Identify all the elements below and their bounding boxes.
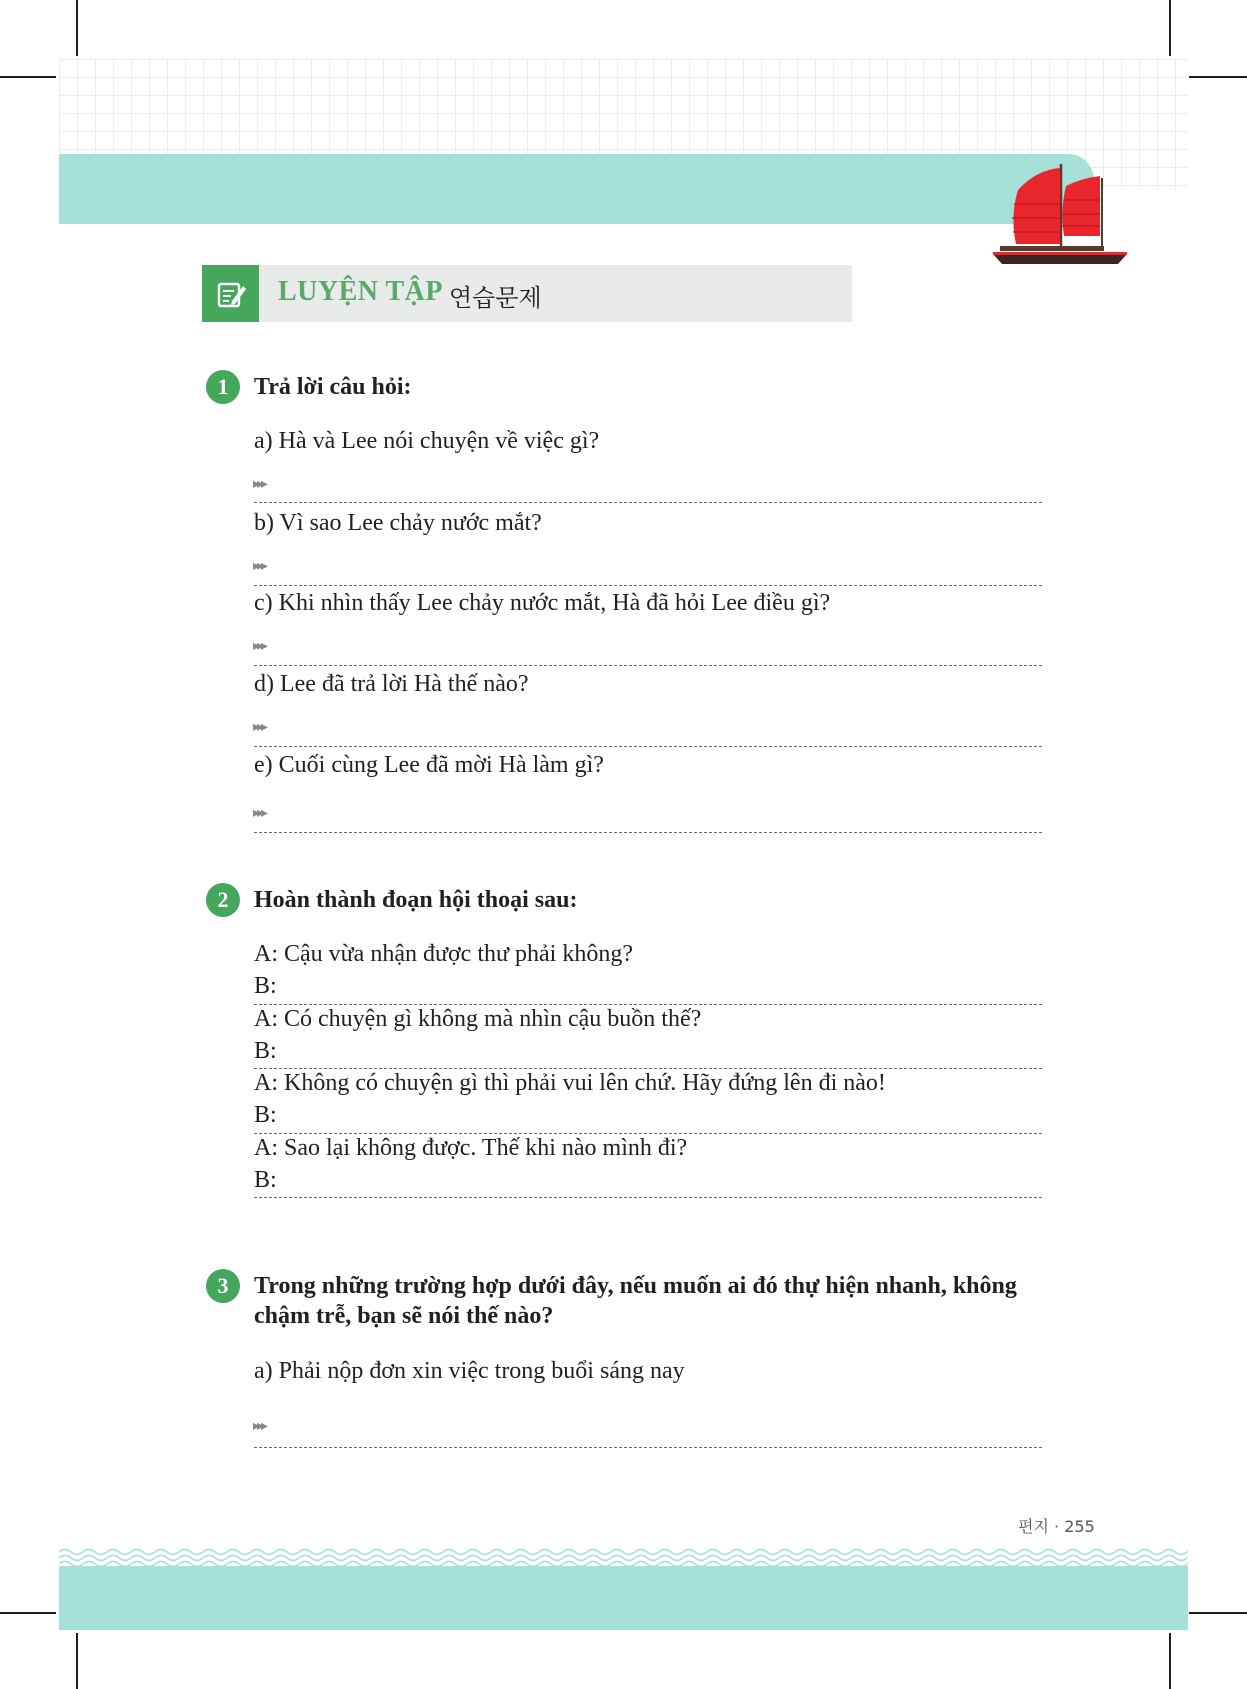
answer-marker-icon: ▸▸▸ [253, 558, 266, 574]
exercise-3-title-line2: chậm trễ, bạn sẽ nói thế nào? [254, 1303, 554, 1329]
header-band [59, 154, 1094, 224]
crop-mark [1189, 76, 1247, 78]
answer-line[interactable] [254, 585, 1042, 586]
dialogue-line: B: [254, 973, 277, 999]
junk-boat-icon [990, 160, 1130, 272]
crop-mark [0, 76, 56, 78]
answer-marker-icon: ▸▸▸ [253, 719, 266, 735]
exercise-number-badge: 3 [206, 1269, 240, 1303]
answer-marker-icon: ▸▸▸ [253, 805, 266, 821]
answer-line[interactable] [254, 1197, 1042, 1198]
question-b: b) Vì sao Lee chảy nước mắt? [254, 510, 542, 536]
dialogue-line: A: Sao lại không được. Thế khi nào mình đi? [254, 1135, 688, 1161]
crop-mark [76, 0, 78, 56]
dialogue-line: B: [254, 1038, 277, 1064]
exercise-number-badge: 2 [206, 883, 240, 917]
footer-wave-decoration [59, 1546, 1188, 1568]
chapter-label: 편지 [1018, 1517, 1049, 1536]
dialogue-line: A: Không có chuyện gì thì phải vui lên chứ. Hãy đứng lên đi nào! [254, 1070, 886, 1096]
page-footer [1018, 1514, 1095, 1537]
answer-line[interactable] [254, 832, 1042, 833]
answer-line[interactable] [254, 502, 1042, 503]
page-number: 255 [1064, 1517, 1095, 1536]
question-a: a) Phải nộp đơn xin việc trong buổi sáng nay [254, 1358, 685, 1384]
dialogue-line: B: [254, 1167, 277, 1193]
answer-line[interactable] [254, 1068, 1042, 1069]
footer-separator: · [1054, 1517, 1060, 1536]
crop-mark [1169, 0, 1171, 56]
answer-marker-icon: ▸▸▸ [253, 638, 266, 654]
dialogue-line: A: Cậu vừa nhận được thư phải không? [254, 941, 633, 967]
question-a: a) Hà và Lee nói chuyện về việc gì? [254, 428, 600, 454]
footer-band [59, 1566, 1188, 1630]
exercise-2-title: Hoàn thành đoạn hội thoại sau: [254, 887, 578, 913]
exercise-3-title-line1: Trong những trường hợp dưới đây, nếu muốn ai đó thự hiện nhanh, không [254, 1273, 1017, 1299]
dialogue-line: A: Có chuyện gì không mà nhìn cậu buồn thế? [254, 1006, 702, 1032]
section-header [202, 265, 852, 322]
answer-line[interactable] [254, 665, 1042, 666]
section-title: LUYỆN TẬP [278, 276, 444, 307]
question-c: c) Khi nhìn thấy Lee chảy nước mắt, Hà đã hỏi Lee điều gì? [254, 590, 831, 616]
answer-line[interactable] [254, 1004, 1042, 1005]
question-d: d) Lee đã trả lời Hà thế nào? [254, 671, 529, 697]
question-e: e) Cuối cùng Lee đã mời Hà làm gì? [254, 752, 604, 778]
answer-line[interactable] [254, 1447, 1042, 1448]
crop-mark [1189, 1612, 1247, 1614]
crop-mark [76, 1633, 78, 1689]
section-subtitle: 연습문제 [449, 284, 542, 312]
answer-line[interactable] [254, 746, 1042, 747]
answer-line[interactable] [254, 1133, 1042, 1134]
crop-mark [1169, 1633, 1171, 1689]
exercise-1-title: Trả lời câu hỏi: [254, 374, 412, 400]
answer-marker-icon: ▸▸▸ [253, 1418, 266, 1434]
answer-marker-icon: ▸▸▸ [253, 476, 266, 492]
exercise-number-badge: 1 [206, 370, 240, 404]
crop-mark [0, 1612, 56, 1614]
notebook-pencil-icon [202, 265, 259, 322]
dialogue-line: B: [254, 1102, 277, 1128]
